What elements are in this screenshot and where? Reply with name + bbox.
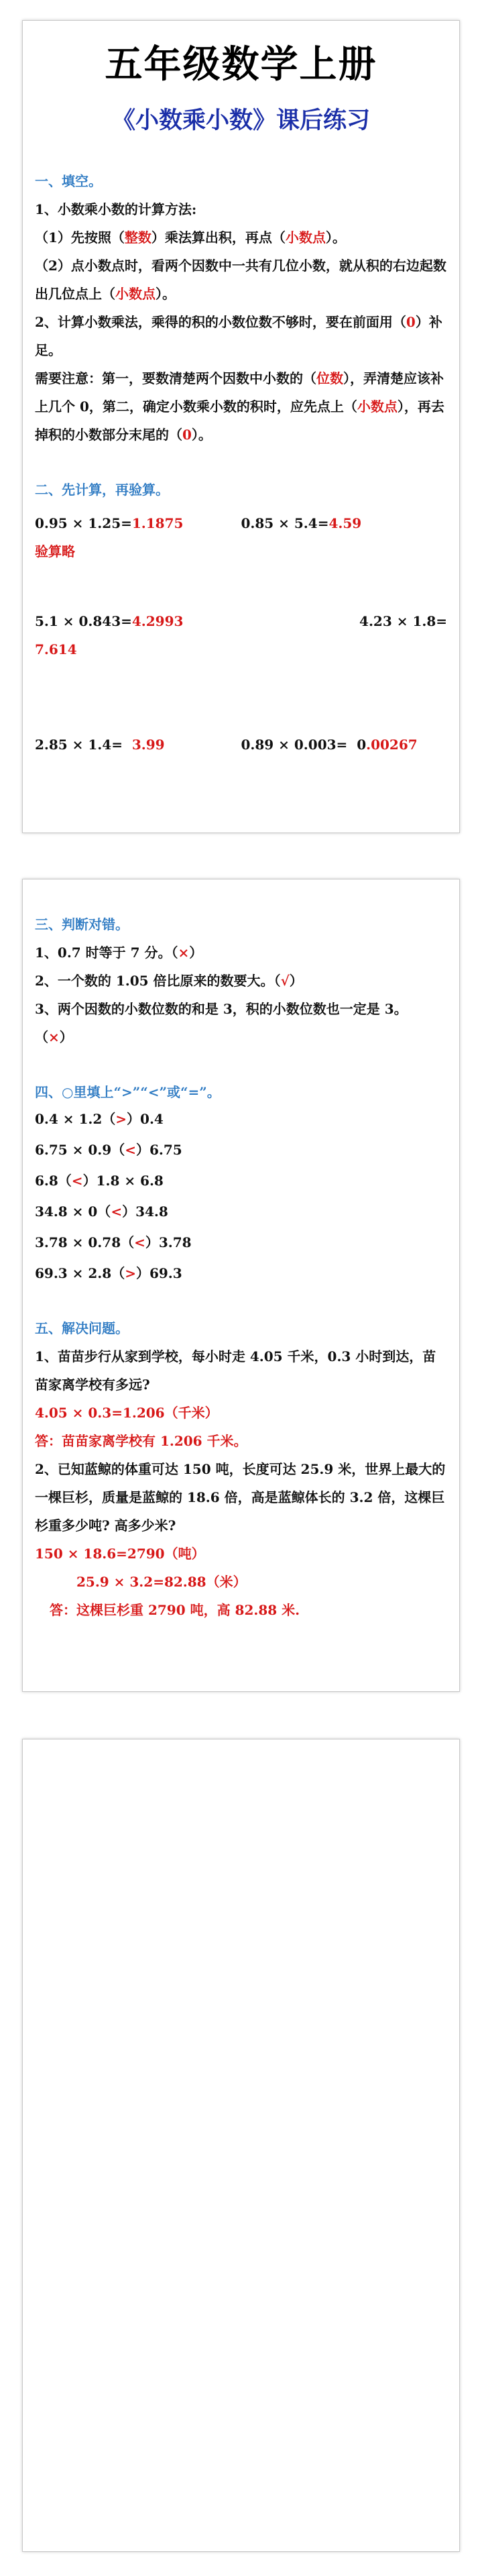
compare-item — [35, 1228, 447, 1256]
calc-3-answer: 4.2993 — [131, 613, 184, 629]
calc-5-expr: 2.85 × 1.4= — [35, 737, 123, 753]
section-3-heading: 三、判断对错。 — [35, 916, 129, 932]
page-3-blank — [22, 1739, 460, 2552]
calc-4-expr: 4.23 × 1.8= — [359, 613, 447, 629]
compare-left: 69.3 × 2.8（ — [35, 1265, 125, 1281]
section-1-heading: 一、填空。 — [35, 173, 102, 189]
q1a-answer-2: 小数点 — [285, 229, 326, 246]
calc-2-answer: 4.59 — [328, 515, 362, 531]
calc-6-answer-zero: 0 — [357, 737, 367, 753]
compare-sign: < — [134, 1234, 145, 1250]
judge-2 — [35, 967, 447, 995]
judge-3-pre: （ — [35, 1029, 48, 1045]
judge-1 — [35, 938, 447, 967]
calc-6-expr: 0.89 × 0.003= — [241, 737, 348, 753]
judge-3-bracket — [35, 1023, 447, 1051]
note-answer-2: 小数点 — [357, 398, 398, 415]
section-4-heading: 四、○里填上“>”“<”或“=”。 — [35, 1084, 221, 1100]
calc-4-answer: 7.614 — [35, 641, 77, 657]
note-mid-2: ），再去掉积的小数部分末尾的（ — [35, 398, 444, 443]
compare-left: 6.8（ — [35, 1173, 72, 1189]
compare-sign: < — [125, 1142, 136, 1158]
calc-2-expr: 0.85 × 5.4= — [241, 515, 329, 531]
q1a — [35, 223, 447, 252]
problem-1-answer: 答：苗苗家离学校有 1.206 千米。 — [35, 1433, 247, 1449]
calc-6 — [241, 731, 448, 759]
compare-right: ）0.4 — [127, 1111, 164, 1127]
page-2 — [22, 879, 460, 1692]
note-post: ）。 — [191, 427, 212, 443]
judge-3-post: ） — [59, 1029, 73, 1045]
note-pre: 需要注意：第一，要数清楚两个因数中小数的（ — [35, 370, 316, 386]
calc-row-3 — [35, 731, 447, 759]
judge-2-answer: √ — [280, 973, 290, 989]
compare-left: 0.4 × 1.2（ — [35, 1111, 116, 1127]
compare-left: 34.8 × 0（ — [35, 1203, 111, 1220]
note-answer-3: 0 — [182, 427, 192, 443]
q1a-mid: ）乘法算出积，再点（ — [151, 229, 286, 246]
compare-right: ）34.8 — [122, 1203, 168, 1220]
q2-text: 2、计算小数乘法，乘得的积的小数位数不够时，要在前面用（ — [35, 314, 406, 330]
note-mid-1: ），弄清楚应该补上几个 0，第二，确定小数乘小数的积时，应先点上（ — [35, 370, 444, 415]
compare-left: 6.75 × 0.9（ — [35, 1142, 125, 1158]
q1b-answer: 小数点 — [115, 286, 156, 302]
q1a-pre: （1）先按照（ — [35, 229, 125, 246]
compare-item — [35, 1167, 447, 1195]
compare-right: ）3.78 — [145, 1234, 192, 1250]
page-1 — [22, 20, 460, 833]
calc-3 — [35, 607, 359, 635]
q1a-post: ）。 — [325, 229, 346, 246]
calc-2 — [241, 509, 448, 537]
q2 — [35, 308, 447, 364]
check-note: 验算略 — [35, 543, 75, 559]
section-2-heading: 二、先计算，再验算。 — [35, 482, 169, 498]
calc-4 — [359, 607, 447, 635]
compare-sign: > — [115, 1111, 127, 1127]
judge-3-answer: × — [48, 1029, 60, 1045]
judge-3: 3、两个因数的小数位数的和是 3，积的小数位数也一定是 3。 — [35, 1001, 408, 1017]
compare-right: ）69.3 — [135, 1265, 182, 1281]
compare-sign: < — [71, 1173, 83, 1189]
compare-sign: < — [111, 1203, 123, 1220]
q1b — [35, 252, 447, 308]
calc-row-1 — [35, 509, 447, 537]
calc-row-2 — [35, 607, 447, 635]
compare-item — [35, 1259, 447, 1287]
compare-list — [35, 1105, 447, 1287]
compare-right: ）1.8 × 6.8 — [82, 1173, 164, 1189]
compare-item — [35, 1197, 447, 1226]
problem-2-calc-2: 25.9 × 3.2=82.88（米） — [76, 1574, 247, 1590]
judge-1-answer: × — [178, 945, 190, 961]
compare-right: ）6.75 — [135, 1142, 182, 1158]
calc-3-expr: 5.1 × 0.843= — [35, 613, 132, 629]
calc-1-answer: 1.1875 — [131, 515, 184, 531]
calc-1-expr: 0.95 × 1.25= — [35, 515, 132, 531]
page-subtitle: 《小数乘小数》课后练习 — [111, 107, 370, 134]
problem-2-answer: 答：这棵巨杉重 2790 吨，高 82.88 米. — [50, 1602, 300, 1618]
q1a-answer-1: 整数 — [124, 229, 152, 246]
q1b-text: （2）点小数点时，看两个因数中一共有几位小数，就从积的右边起数出几位点上（ — [35, 258, 446, 302]
problem-2: 2、已知蓝鲸的体重可达 150 吨，长度可达 25.9 米，世界上最大的一棵巨杉，质量是蓝鲸的 18.6 倍，高是蓝鲸体长的 3.2 倍，这棵巨杉重多少吨? 高多少米? — [35, 1461, 446, 1534]
problem-1: 1、苗苗步行从家到学校，每小时走 4.05 千米，0.3 小时到达，苗苗家离学校有多远? — [35, 1348, 436, 1393]
q2-answer: 0 — [406, 314, 416, 330]
judge-1-text: 1、0.7 时等于 7 分。（ — [35, 945, 178, 961]
calc-5-answer: 3.99 — [131, 737, 165, 753]
judge-2-post: ） — [289, 973, 303, 989]
calc-6-answer: .00267 — [366, 737, 418, 753]
calc-5 — [35, 731, 241, 759]
problem-1-calc: 4.05 × 0.3=1.206（千米） — [35, 1405, 219, 1421]
page-title: 五年级数学上册 — [105, 42, 377, 87]
problem-2-calc-1: 150 × 18.6=2790（吨） — [35, 1546, 205, 1562]
compare-sign: > — [125, 1265, 136, 1281]
note-answer-1: 位数 — [316, 370, 343, 386]
calc-1 — [35, 509, 241, 537]
q2-post: ）补足。 — [35, 314, 442, 358]
compare-item — [35, 1136, 447, 1164]
note — [35, 364, 447, 449]
compare-left: 3.78 × 0.78（ — [35, 1234, 135, 1250]
q1b-post: ）。 — [156, 286, 176, 302]
section-5-heading: 五、解决问题。 — [35, 1320, 129, 1336]
judge-1-post: ） — [189, 945, 203, 961]
q1-stem: 1、小数乘小数的计算方法: — [35, 201, 197, 217]
compare-item — [35, 1105, 447, 1133]
judge-2-text: 2、一个数的 1.05 倍比原来的数要大。（ — [35, 973, 281, 989]
